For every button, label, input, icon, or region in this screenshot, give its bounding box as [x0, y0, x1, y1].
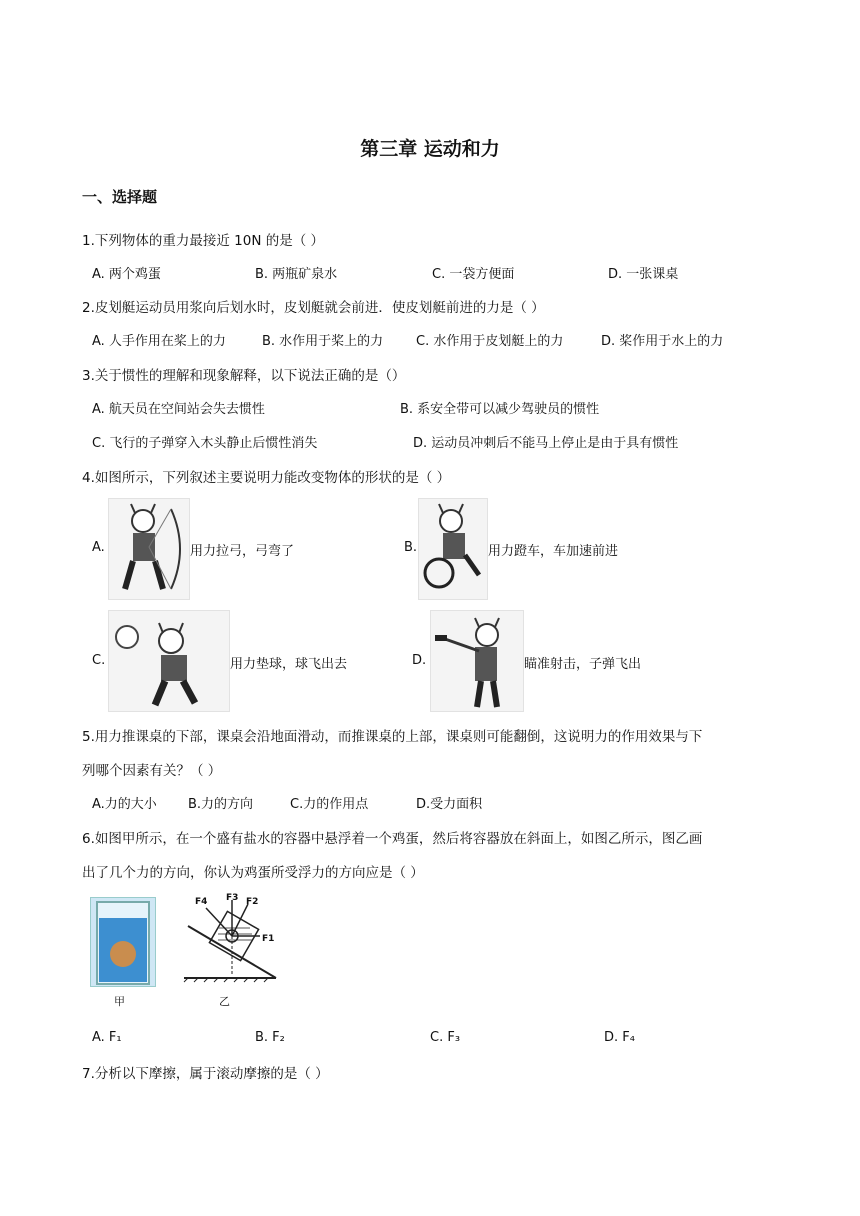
q2-option-b[interactable]: B. 水作用于桨上的力 [262, 334, 384, 349]
question-1-stem: 1.下列物体的重力最接近 10N 的是（ ） [82, 233, 325, 249]
q4-option-d-text[interactable]: 瞄准射击，子弹飞出 [524, 657, 642, 672]
q3-option-d[interactable]: D. 运动员冲刺后不能马上停止是由于具有惯性 [413, 436, 679, 451]
q1-option-d[interactable]: D. 一张课桌 [608, 267, 679, 282]
question-4-stem: 4.如图所示，下列叙述主要说明力能改变物体的形状的是（ ） [82, 470, 451, 486]
force-label-f3: F3 [226, 893, 239, 903]
q6-option-d[interactable]: D. F₄ [604, 1030, 635, 1045]
q5-option-d[interactable]: D.受力面积 [416, 797, 483, 812]
volleyball-cartoon-image [108, 610, 230, 712]
force-label-f4: F4 [195, 897, 208, 907]
archer-cartoon-image [108, 498, 190, 600]
question-7-stem: 7.分析以下摩擦，属于滚动摩擦的是（ ） [82, 1066, 329, 1082]
q3-option-a[interactable]: A. 航天员在空间站会失去惯性 [92, 402, 265, 417]
q5-option-c[interactable]: C.力的作用点 [290, 797, 369, 812]
q4-option-c-letter[interactable]: C. [92, 653, 106, 668]
question-3-stem: 3.关于惯性的理解和现象解释，以下说法正确的是（） [82, 368, 406, 384]
q4-option-d-letter[interactable]: D. [412, 653, 427, 668]
q6-option-b[interactable]: B. F₂ [255, 1030, 285, 1045]
q6-option-a[interactable]: A. F₁ [92, 1030, 122, 1045]
page-title: 第三章 运动和力 [360, 138, 500, 160]
q5-option-b[interactable]: B.力的方向 [188, 797, 254, 812]
question-6-stem-line1: 6.如图甲所示，在一个盛有盐水的容器中悬浮着一个鸡蛋，然后将容器放在斜面上，如图乙所示，图乙画 [82, 831, 703, 847]
q5-option-a[interactable]: A.力的大小 [92, 797, 157, 812]
question-2-stem: 2.皮划艇运动员用浆向后划水时，皮划艇就会前进．使皮划艇前进的力是（ ） [82, 300, 545, 316]
q4-option-a-text[interactable]: 用力拉弓，弓弯了 [190, 544, 295, 559]
q2-option-a[interactable]: A. 人手作用在桨上的力 [92, 334, 226, 349]
q4-option-b-text[interactable]: 用力蹬车，车加速前进 [488, 544, 619, 559]
q2-option-d[interactable]: D. 桨作用于水上的力 [601, 334, 724, 349]
q4-option-a-letter[interactable]: A. [92, 540, 105, 555]
force-label-f2: F2 [246, 897, 259, 907]
question-5-stem-line1: 5.用力推课桌的下部，课桌会沿地面滑动，而推课桌的上部，课桌则可能翻倒，这说明力的作用效果与下 [82, 729, 703, 745]
q2-option-c[interactable]: C. 水作用于皮划艇上的力 [416, 334, 564, 349]
q1-option-c[interactable]: C. 一袋方便面 [432, 267, 515, 282]
question-5-stem-line2: 列哪个因素有关？（ ） [82, 763, 222, 779]
section-heading: 一、选择题 [82, 188, 158, 206]
q1-option-a[interactable]: A. 两个鸡蛋 [92, 267, 161, 282]
question-6-stem-line2: 出了几个力的方向，你认为鸡蛋所受浮力的方向应是（ ） [82, 865, 424, 881]
shooter-cartoon-image [430, 610, 524, 712]
q4-option-c-text[interactable]: 用力垫球，球飞出去 [230, 657, 348, 672]
cyclist-cartoon-image [418, 498, 488, 600]
q1-option-b[interactable]: B. 两瓶矿泉水 [255, 267, 338, 282]
figure-jia-label: 甲 [114, 995, 125, 1008]
q4-option-b-letter[interactable]: B. [404, 540, 418, 555]
q6-option-c[interactable]: C. F₃ [430, 1030, 461, 1045]
beaker-egg-photo [90, 897, 156, 987]
q3-option-c[interactable]: C. 飞行的子弹穿入木头静止后惯性消失 [92, 436, 318, 451]
q3-option-b[interactable]: B. 系安全带可以减少驾驶员的惯性 [400, 402, 600, 417]
force-label-f1: F1 [262, 934, 275, 944]
figure-yi-label: 乙 [219, 995, 230, 1008]
